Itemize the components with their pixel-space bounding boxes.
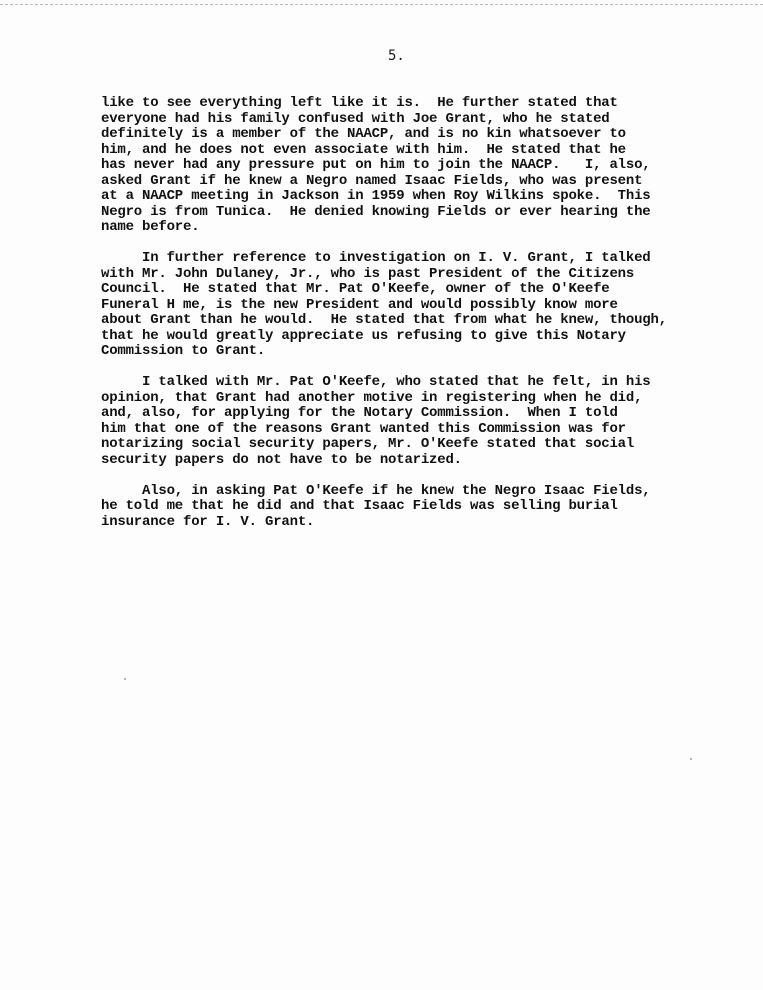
- text-line: at a NAACP meeting in Jackson in 1959 when Roy Wilkins spoke. This: [101, 188, 651, 204]
- text-line: Funeral H me, is the new President and would possibly know more: [101, 296, 618, 313]
- text-line: security papers do not have to be notarized.: [101, 451, 462, 468]
- text-line: and, also, for applying for the Notary Commission. When I told: [101, 405, 618, 421]
- page-top-edge: [0, 4, 763, 5]
- text-line: In further reference to investigation on I. V. Grant, I talked: [101, 250, 651, 266]
- text-line: insurance for I. V. Grant.: [101, 513, 315, 530]
- text-line: Also, in asking Pat O'Keefe if he knew the Negro Isaac Fields,: [101, 482, 651, 499]
- text-line: he told me that he did and that Isaac Fields was selling burial: [101, 498, 618, 514]
- text-line: definitely is a member of the NAACP, and is no kin whatsoever to: [101, 126, 626, 142]
- paragraph-2: [101, 251, 723, 360]
- text-line: everyone had his family confused with Joe Grant, who he stated: [101, 110, 610, 127]
- text-line: I talked with Mr. Pat O'Keefe, who stated that he felt, in his: [101, 374, 651, 390]
- page-number: 5.: [388, 48, 405, 64]
- paragraph-4: [101, 484, 723, 531]
- text-line: with Mr. John Dulaney, Jr., who is past President of the Citizens: [101, 265, 635, 282]
- text-line: Commission to Grant.: [101, 343, 266, 359]
- text-line: has never had any pressure put on him to join the NAACP. I, also,: [101, 157, 651, 173]
- scan-speck: [124, 678, 126, 680]
- text-line: about Grant than he would. He stated that from what he knew, though,: [101, 312, 667, 328]
- text-line: Council. He stated that Mr. Pat O'Keefe, owner of the O'Keefe: [101, 281, 610, 297]
- text-line: that he would greatly appreciate us refusing to give this Notary: [101, 327, 626, 344]
- paragraph-3: [101, 375, 723, 468]
- text-line: like to see everything left like it is. He further stated that: [101, 95, 618, 111]
- paragraph-1: [101, 96, 723, 236]
- text-line: asked Grant if he knew a Negro named Isaac Fields, who was present: [101, 172, 643, 189]
- text-line: him, and he does not even associate with him. He stated that he: [101, 141, 626, 158]
- text-line: name before.: [101, 219, 200, 235]
- text-line: him that one of the reasons Grant wanted this Commission was for: [101, 420, 626, 437]
- text-line: opinion, that Grant had another motive in registering when he did,: [101, 389, 643, 406]
- text-line: Negro is from Tunica. He denied knowing Fields or ever hearing the: [101, 203, 651, 220]
- text-line: notarizing social security papers, Mr. O'Keefe stated that social: [101, 436, 635, 452]
- document-body: [101, 96, 723, 546]
- scan-speck: [690, 758, 692, 760]
